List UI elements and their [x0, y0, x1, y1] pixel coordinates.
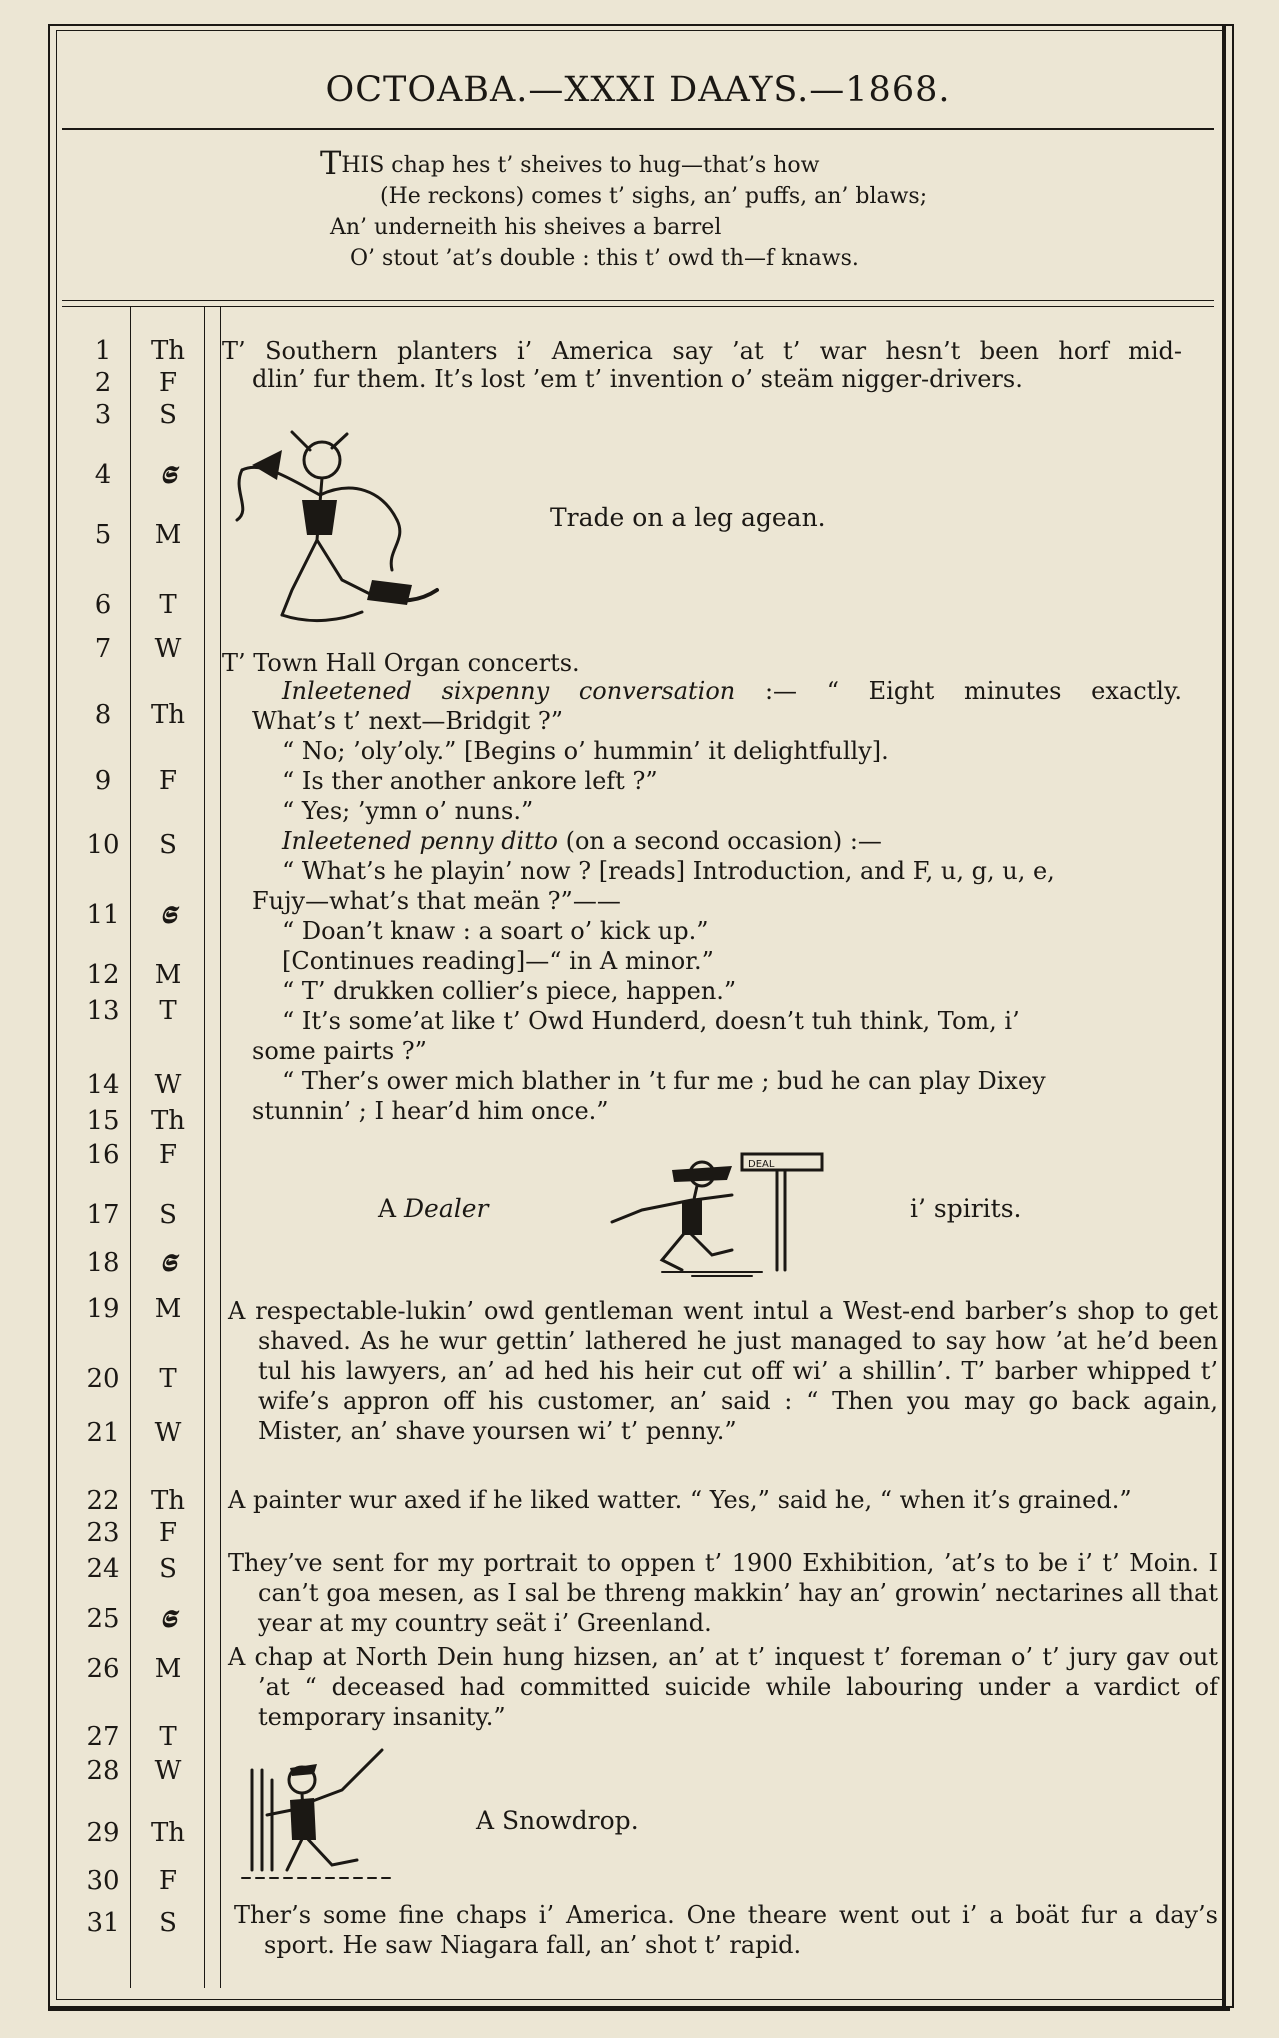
- entry-line: What’s t’ next—Bridgit ?”: [252, 707, 563, 735]
- verse-dropcap: T: [320, 144, 342, 182]
- illustration-caption: A Snowdrop.: [476, 1806, 639, 1835]
- calendar-weekday: M: [154, 520, 182, 550]
- calendar-weekday: Th: [150, 1106, 186, 1136]
- entry-line: stunnin’ ; I hear’d him once.”: [252, 1097, 609, 1125]
- calendar-weekday: M: [154, 960, 182, 990]
- entry-line: “ What’s he playin’ now ? [reads] Introduction, and F, u, g, u, e,: [282, 857, 1055, 885]
- illustration-caption: Trade on a leg agean.: [550, 503, 826, 532]
- calendar-weekday: S: [159, 1554, 177, 1584]
- italic-text: Inleetened sixpenny conversation: [282, 677, 736, 705]
- calendar-day-number: 1: [94, 336, 112, 366]
- verse-rule: [62, 300, 1214, 301]
- calendar-day-number: 29: [86, 1818, 120, 1848]
- calendar-day-number: 12: [86, 960, 120, 990]
- calendar-weekday: T: [159, 1364, 177, 1394]
- calendar-day-number: 11: [86, 900, 120, 930]
- snowdrop-illustration: [232, 1740, 412, 1890]
- calendar-day-number: 26: [86, 1654, 120, 1684]
- calendar-day-number: 27: [86, 1722, 120, 1752]
- caption-text: A: [378, 1194, 405, 1223]
- calendar-day-number: 3: [94, 400, 112, 430]
- illustration-caption: i’ spirits.: [910, 1194, 1022, 1223]
- entry-line: some pairts ?”: [252, 1037, 427, 1065]
- entry-paragraph: A chap at North Dein hung hizsen, an’ at t’ inquest t’ foreman o’ t’ jury gav out ’at “ deceased had committed suicide while labouring under a vardict of temporary insanity.”: [228, 1643, 1218, 1731]
- calendar-day-number: 16: [86, 1140, 120, 1170]
- caption-italic: Dealer: [404, 1194, 489, 1223]
- calendar-weekday: T: [159, 590, 177, 620]
- calendar-weekday: F: [158, 766, 178, 796]
- entry-line: “ T’ drukken collier’s piece, happen.”: [282, 977, 737, 1005]
- verse-rule-double: [62, 306, 1214, 307]
- calendar-day-number: 7: [94, 634, 112, 664]
- entry-line: [282, 676, 1182, 706]
- italic-text: Inleetened penny ditto: [282, 827, 558, 855]
- calendar-weekday: F: [158, 368, 178, 398]
- illustration-caption: [378, 1194, 489, 1223]
- calendar-weekday: 𝕾: [160, 1604, 176, 1633]
- calendar-weekday: Th: [150, 700, 186, 730]
- verse-line-2: (He reckons) comes t’ sighs, an’ puffs, an’ blaws;: [380, 184, 928, 209]
- calendar-day-number: 13: [86, 996, 120, 1026]
- calendar-day-number: 24: [86, 1554, 120, 1584]
- calendar-weekday: Th: [150, 336, 186, 366]
- calendar-weekday: S: [159, 400, 177, 430]
- calendar-weekday: F: [158, 1866, 178, 1896]
- entry-line: Fujy—what’s that meän ?”——: [252, 887, 621, 915]
- calendar-day-number: 25: [86, 1604, 120, 1634]
- page-border-right: [1222, 24, 1226, 2006]
- calendar-day-number: 5: [94, 520, 112, 550]
- calendar-weekday: T: [159, 1722, 177, 1752]
- calendar-day-number: 31: [86, 1908, 120, 1938]
- calendar-weekday: M: [154, 1654, 182, 1684]
- calendar-weekday: 𝕾: [160, 460, 176, 489]
- column-divider: [220, 306, 221, 1988]
- calendar-weekday: F: [158, 1518, 178, 1548]
- entry-line: “ Yes; ’ymn o’ nuns.”: [282, 797, 534, 825]
- calendar-day-number: 23: [86, 1518, 120, 1548]
- entry-line-text: (on a second occasion) :—: [557, 827, 882, 855]
- calendar-weekday: W: [154, 634, 182, 664]
- verse-line-3: An’ underneith his sheives a barrel: [330, 215, 722, 240]
- dancing-figure-illustration: [222, 420, 462, 630]
- entry-line: [Continues reading]—“ in A minor.”: [282, 947, 714, 975]
- calendar-weekday: 𝕾: [160, 900, 176, 929]
- calendar-weekday: M: [154, 1294, 182, 1324]
- calendar-day-number: 20: [86, 1364, 120, 1394]
- calendar-weekday: Th: [150, 1486, 186, 1516]
- calendar-weekday: S: [159, 830, 177, 860]
- entry-paragraph: Ther’s some fine chaps i’ America. One theare went out i’ a boät fur a day’s sport. He saw Niagara fall, an’ shot t’ rapid.: [234, 1901, 1218, 1959]
- column-divider: [204, 306, 205, 1988]
- calendar-weekday: 𝕾: [160, 1248, 176, 1277]
- entry-paragraph: A painter wur axed if he liked watter. “ Yes,” said he, “ when it’s grained.”: [228, 1486, 1132, 1514]
- calendar-weekday: F: [158, 1140, 178, 1170]
- entry-line: “ Ther’s ower mich blather in ’t fur me ; bud he can play Dixey: [282, 1067, 1046, 1095]
- calendar-day-number: 8: [94, 700, 112, 730]
- calendar-day-number: 30: [86, 1866, 120, 1896]
- calendar-day-number: 6: [94, 590, 112, 620]
- title-rule: [62, 128, 1214, 130]
- dealer-illustration: [602, 1140, 832, 1280]
- calendar-day-number: 2: [94, 368, 112, 398]
- entry-line: “ Doan’t knaw : a soart o’ kick up.”: [282, 917, 709, 945]
- calendar-weekday: T: [159, 996, 177, 1026]
- verse-line-4: O’ stout ’at’s double : this t’ owd th—f knaws.: [350, 246, 859, 271]
- entry-line: T’ Southern planters i’ America say ’at t’ war hesn’t been horf mid-: [222, 337, 1182, 365]
- calendar-day-number: 10: [86, 830, 120, 860]
- calendar-weekday: W: [154, 1756, 182, 1786]
- entry-line-text: :— “ Eight minutes exactly.: [764, 677, 1182, 705]
- calendar-day-number: 9: [94, 766, 112, 796]
- entry-line: “ Is ther another ankore left ?”: [282, 767, 658, 795]
- entry-line: “ It’s some’at like t’ Owd Hunderd, doesn’t tuh think, Tom, i’: [282, 1007, 1020, 1035]
- calendar-day-number: 17: [86, 1200, 120, 1230]
- column-divider: [130, 306, 131, 1988]
- entry-paragraph: They’ve sent for my portrait to oppen t’ 1900 Exhibition, ’at’s to be i’ t’ Moin. I can’t goa mesen, as I sal be threng makkin’ hay an’ growin’ nectarines all that year at my country seät i’ Greenland.: [228, 1549, 1218, 1637]
- calendar-day-number: 28: [86, 1756, 120, 1786]
- entry-line: [282, 826, 882, 856]
- page-bottom-rule: [48, 2008, 1230, 2011]
- calendar-weekday: W: [154, 1070, 182, 1100]
- calendar-day-number: 15: [86, 1106, 120, 1136]
- verse-line-1: [320, 144, 927, 182]
- verse-line-1-text: HIS chap hes t’ sheives to hug—that’s how: [341, 153, 820, 178]
- calendar-weekday: S: [159, 1200, 177, 1230]
- verse: [320, 144, 928, 274]
- calendar-weekday: Th: [150, 1818, 186, 1848]
- calendar-day-number: 18: [86, 1248, 120, 1278]
- calendar-day-number: 22: [86, 1486, 120, 1516]
- calendar-day-number: 4: [94, 460, 112, 490]
- entry-paragraph: A respectable-lukin’ owd gentleman went intul a West-end barber’s shop to get shaved. As he wur gettin’ lathered he just managed to say how ’at he’d been tul his lawyers, an’ ad hed his heir cut off wi’ a shillin’. T’ barber whipped t’ wife’s appron off his customer, an’ said : “ Then you may go back again, Mister, an’ shave yoursen wi’ t’ penny.”: [228, 1297, 1218, 1445]
- entry-line: dlin’ fur them. It’s lost ’em t’ invention o’ steäm nigger-drivers.: [252, 365, 1023, 393]
- page-title: OCTOABA.—XXXI DAAYS.—1868.: [325, 70, 951, 110]
- calendar-day-number: 19: [86, 1294, 120, 1324]
- calendar-weekday: W: [154, 1418, 182, 1448]
- entry-line: “ No; ’oly’oly.” [Begins o’ hummin’ it delightfully].: [282, 737, 889, 765]
- sign-text: DEAL: [748, 1159, 775, 1170]
- entry-heading: T’ Town Hall Organ concerts.: [222, 649, 580, 677]
- calendar-day-number: 14: [86, 1070, 120, 1100]
- calendar-day-number: 21: [86, 1418, 120, 1448]
- calendar-weekday: S: [159, 1908, 177, 1938]
